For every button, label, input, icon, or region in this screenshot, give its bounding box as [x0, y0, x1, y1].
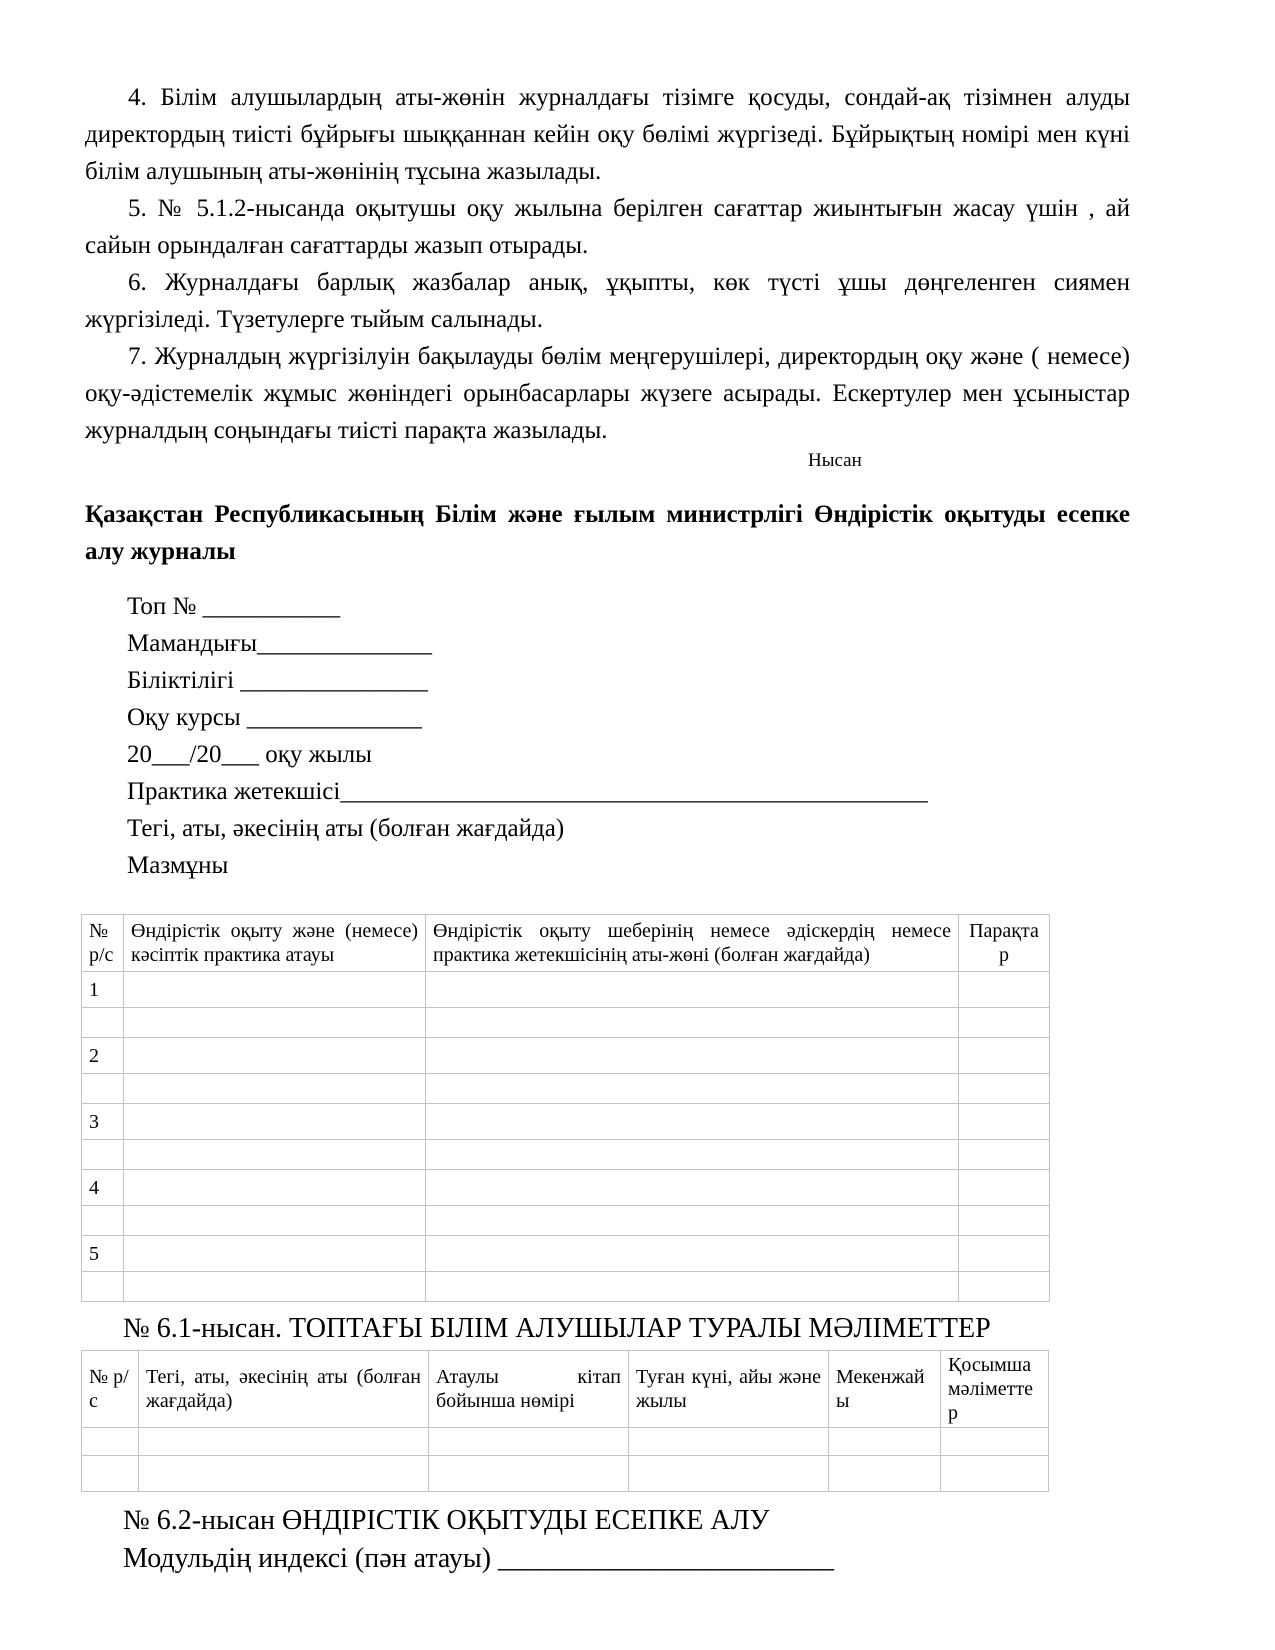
- field-group-number: Топ № ___________: [127, 593, 341, 620]
- column-header: Өндірістік оқыту және (немесе) кәсіптік практика атауы: [124, 915, 426, 972]
- table-cell: [941, 1428, 1049, 1456]
- column-header: Атаулы кітап бойынша нөмірі: [429, 1351, 629, 1428]
- table-cell: [426, 1140, 959, 1170]
- field-speciality: Мамандығы______________: [127, 630, 433, 657]
- paragraph-4: 4. Білім алушылардың аты-жөнін журналдағы тізімге қосуды, сондай-ақ тізімнен алуды директордың тиісті бұйрығы шыққаннан кейін оқу бөлімі жүргізеді. Бұйрықтың номірі мен күні білім алушының аты-жөнінің тұсына жазылады.: [85, 84, 1130, 185]
- table-cell: 3: [82, 1104, 124, 1140]
- table-cell: [426, 1104, 959, 1140]
- table-cell: [139, 1456, 429, 1492]
- table-cell: [82, 1008, 124, 1038]
- table-row: [82, 1206, 1050, 1236]
- table-cell: 1: [82, 972, 124, 1008]
- table-cell: [82, 1428, 139, 1456]
- table-row: [82, 1170, 1050, 1206]
- table-cell: [959, 1170, 1050, 1206]
- students-table: [81, 1350, 1049, 1492]
- document-title: Қазақстан Республикасының Білім және ғылым министрлігі Өндірістік оқытуды есепке алу журналы: [85, 501, 1130, 565]
- table-cell: [426, 1008, 959, 1038]
- header-row: [82, 1351, 1049, 1428]
- column-header: Қосымша мәліметтер: [941, 1351, 1049, 1428]
- field-full-name: Тегі, аты, әкесінің аты (болған жағдайда): [127, 815, 565, 842]
- table-cell: [426, 972, 959, 1008]
- table-cell: [82, 1074, 124, 1104]
- table-cell: [959, 1272, 1050, 1302]
- table-cell: [959, 1236, 1050, 1272]
- table-row: [82, 1074, 1050, 1104]
- table-row: [82, 1428, 1049, 1456]
- paragraph-7: 7. Журналдың жүргізілуін бақылауды бөлім меңгерушілері, директордың оқу және ( немесе) оқу-әдістемелік жұмыс жөніндегі орынбасарлары жүзеге асырады. Ескертулер мен ұсыныстар журналдың соңындағы тиісті парақта жазылады.: [85, 343, 1130, 444]
- column-header: Парақтар: [959, 915, 1050, 972]
- section-6-1-heading: № 6.1-нысан. ТОПТАҒЫ БІЛІМ АЛУШЫЛАР ТУРАЛЫ МӘЛІМЕТТЕР: [123, 1313, 991, 1344]
- column-header: Тегі, аты, әкесінің аты (болған жағдайда): [139, 1351, 429, 1428]
- table-cell: [426, 1272, 959, 1302]
- table-cell: [124, 972, 426, 1008]
- table-row: [82, 1456, 1049, 1492]
- table-row: [82, 1272, 1050, 1302]
- table-cell: [124, 1008, 426, 1038]
- field-qualification: Біліктілігі _______________: [127, 667, 428, 694]
- table-row: [82, 1104, 1050, 1140]
- contents-table: [81, 914, 1050, 1302]
- table-row: [82, 1236, 1050, 1272]
- header-row: [82, 915, 1050, 972]
- table-cell: [124, 1140, 426, 1170]
- table-cell: [124, 1104, 426, 1140]
- table-cell: [959, 972, 1050, 1008]
- table-row: [82, 972, 1050, 1008]
- table-row: [82, 1008, 1050, 1038]
- table-cell: [124, 1206, 426, 1236]
- field-practice-leader: Практика жетекшісі_______________________________________________: [127, 778, 928, 805]
- table-cell: [426, 1074, 959, 1104]
- field-contents-label: Мазмұны: [127, 852, 229, 879]
- table-cell: [941, 1456, 1049, 1492]
- table-cell: [426, 1038, 959, 1074]
- module-index-line: Модульдің индексі (пән атауы) ________________________: [123, 1543, 835, 1574]
- paragraph-5: 5. № 5.1.2-нысанда оқытушы оқу жылына берілген сағаттар жиынтығын жасау үшін , ай сайын орындалған сағаттарды жазып отырады.: [85, 195, 1130, 259]
- table-cell: [426, 1170, 959, 1206]
- section-6-2-heading: № 6.2-нысан ӨНДІРІСТІК ОҚЫТУДЫ ЕСЕПКЕ АЛУ: [123, 1505, 770, 1536]
- table-cell: [124, 1236, 426, 1272]
- form-note: Нысан: [808, 450, 862, 471]
- table-cell: [429, 1428, 629, 1456]
- table-cell: [82, 1456, 139, 1492]
- table-cell: [82, 1140, 124, 1170]
- table-cell: [82, 1272, 124, 1302]
- table-cell: [124, 1170, 426, 1206]
- table-row: [82, 1038, 1050, 1074]
- column-header: Мекенжайы: [829, 1351, 941, 1428]
- table-cell: [959, 1038, 1050, 1074]
- form-fields-block: [127, 588, 1130, 884]
- table-cell: [139, 1428, 429, 1456]
- column-header: № р/с: [82, 915, 124, 972]
- table-cell: [829, 1456, 941, 1492]
- paragraph-6: 6. Журналдағы барлық жазбалар анық, ұқыпты, көк түсті ұшы дөңгеленген сиямен жүргізіледі. Түзетулерге тыйым салынады.: [85, 269, 1130, 333]
- table-cell: [829, 1428, 941, 1456]
- table-cell: 2: [82, 1038, 124, 1074]
- column-header: Өндірістік оқыту шеберінің немесе әдіскердің немесе практика жетекшісінің аты-жөні (болған жағдайда): [426, 915, 959, 972]
- table-cell: [959, 1074, 1050, 1104]
- column-header: Туған күні, айы және жылы: [629, 1351, 829, 1428]
- table-cell: [124, 1074, 426, 1104]
- table-cell: [426, 1236, 959, 1272]
- table-cell: [629, 1428, 829, 1456]
- table-row: [82, 1140, 1050, 1170]
- table-cell: [82, 1206, 124, 1236]
- table-cell: [959, 1104, 1050, 1140]
- table-cell: [959, 1008, 1050, 1038]
- table-cell: [959, 1140, 1050, 1170]
- column-header: № р/с: [82, 1351, 139, 1428]
- table-cell: [429, 1456, 629, 1492]
- table-cell: 4: [82, 1170, 124, 1206]
- table-cell: [426, 1206, 959, 1236]
- table-cell: 5: [82, 1236, 124, 1272]
- table-cell: [959, 1206, 1050, 1236]
- field-study-course: Оқу курсы ______________: [127, 704, 422, 731]
- field-academic-year: 20___/20___ оқу жылы: [127, 741, 372, 768]
- table-cell: [124, 1038, 426, 1074]
- table-cell: [124, 1272, 426, 1302]
- table-cell: [629, 1456, 829, 1492]
